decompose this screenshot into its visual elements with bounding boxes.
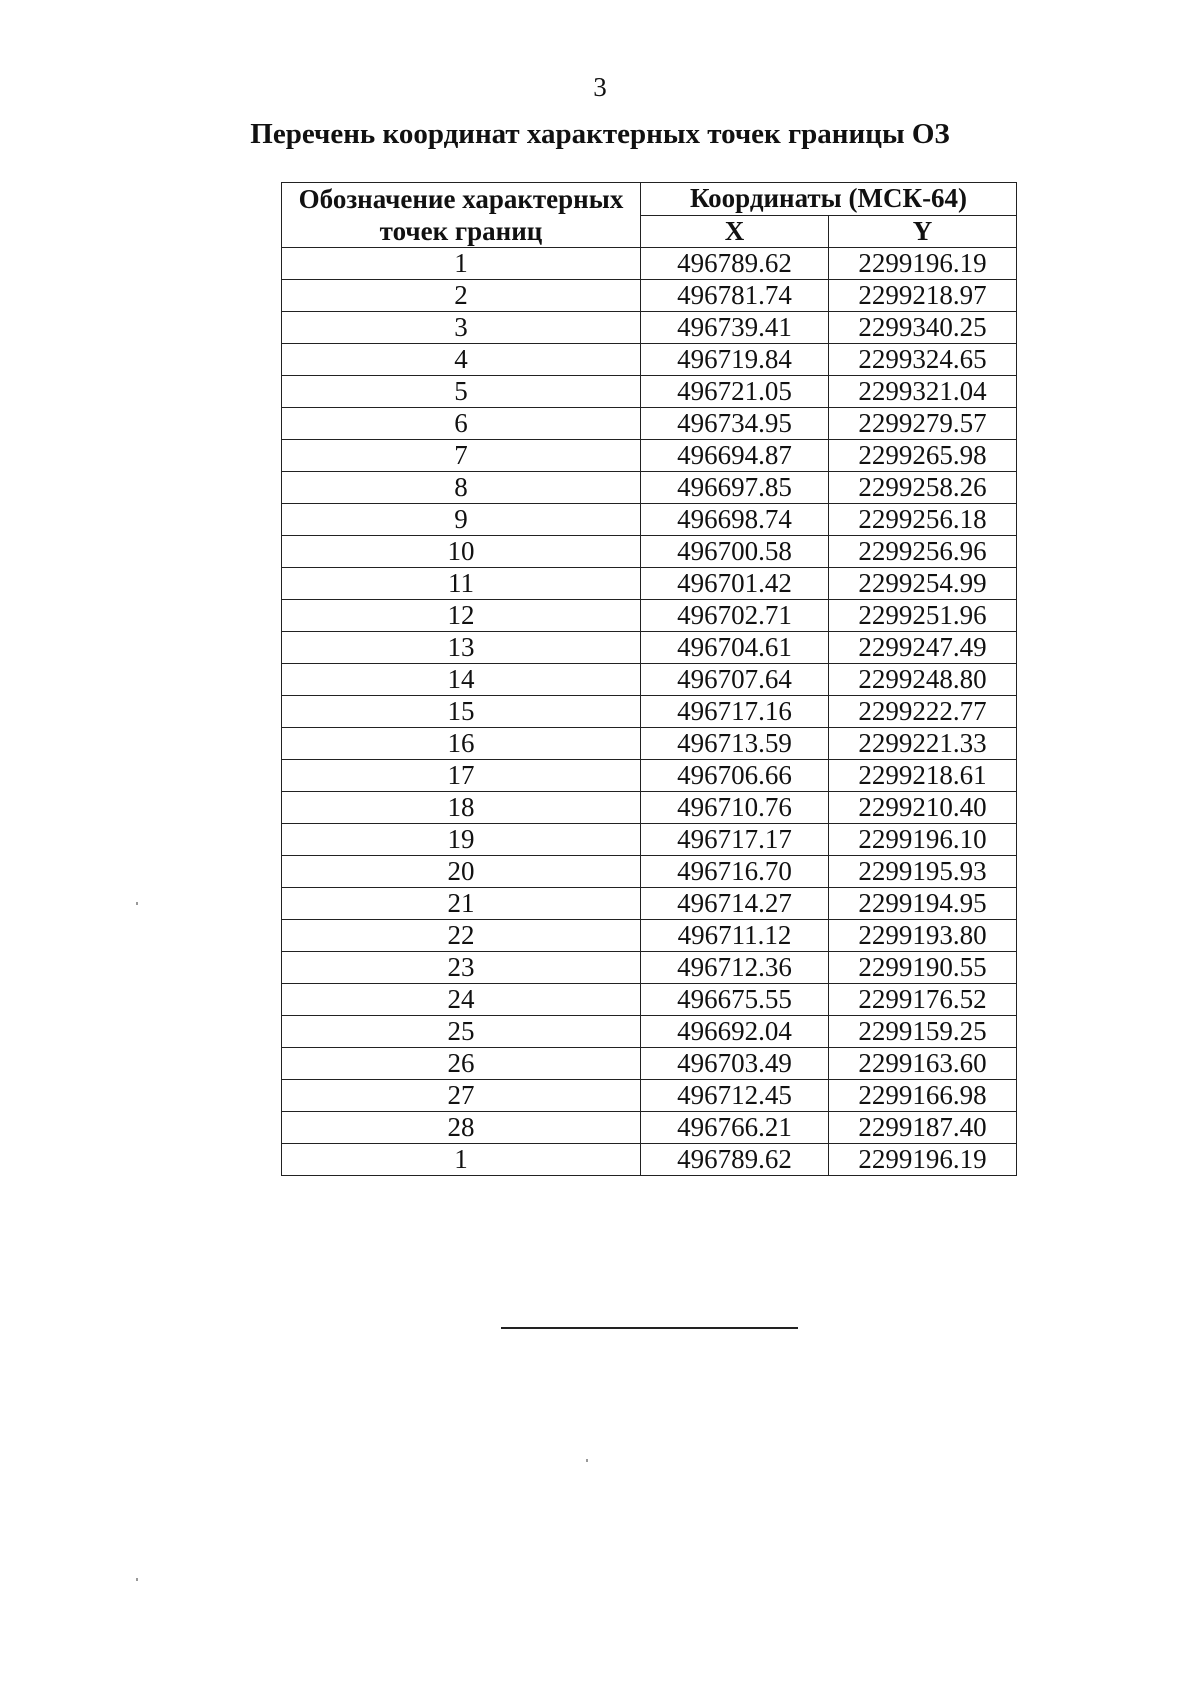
point-cell: 9 — [282, 504, 641, 536]
footer-divider — [501, 1327, 798, 1329]
y-cell: 2299159.25 — [829, 1016, 1017, 1048]
y-cell: 2299251.96 — [829, 600, 1017, 632]
table-row — [282, 984, 1017, 1016]
table-row — [282, 568, 1017, 600]
table-row — [282, 824, 1017, 856]
y-cell: 2299340.25 — [829, 312, 1017, 344]
point-cell: 21 — [282, 888, 641, 920]
table-row — [282, 600, 1017, 632]
scan-speck — [136, 902, 138, 905]
point-cell: 2 — [282, 280, 641, 312]
table-row — [282, 664, 1017, 696]
y-cell: 2299258.26 — [829, 472, 1017, 504]
table-row — [282, 1112, 1017, 1144]
y-cell: 2299265.98 — [829, 440, 1017, 472]
x-cell: 496716.70 — [641, 856, 829, 888]
y-cell: 2299196.10 — [829, 824, 1017, 856]
point-cell: 20 — [282, 856, 641, 888]
x-cell: 496698.74 — [641, 504, 829, 536]
point-cell: 13 — [282, 632, 641, 664]
table-row — [282, 280, 1017, 312]
point-cell: 4 — [282, 344, 641, 376]
table-row — [282, 248, 1017, 280]
x-cell: 496721.05 — [641, 376, 829, 408]
x-cell: 496697.85 — [641, 472, 829, 504]
x-cell: 496717.17 — [641, 824, 829, 856]
y-cell: 2299256.18 — [829, 504, 1017, 536]
header-y: Y — [829, 215, 1017, 248]
y-cell: 2299247.49 — [829, 632, 1017, 664]
table-row — [282, 792, 1017, 824]
x-cell: 496713.59 — [641, 728, 829, 760]
table-row — [282, 888, 1017, 920]
table-row — [282, 408, 1017, 440]
x-cell: 496712.45 — [641, 1080, 829, 1112]
y-cell: 2299187.40 — [829, 1112, 1017, 1144]
point-cell: 28 — [282, 1112, 641, 1144]
x-cell: 496739.41 — [641, 312, 829, 344]
x-cell: 496675.55 — [641, 984, 829, 1016]
header-coordinates: Координаты (МСК-64) — [641, 183, 1017, 216]
y-cell: 2299324.65 — [829, 344, 1017, 376]
point-cell: 6 — [282, 408, 641, 440]
header-x: X — [641, 215, 829, 248]
y-cell: 2299256.96 — [829, 536, 1017, 568]
x-cell: 496707.64 — [641, 664, 829, 696]
y-cell: 2299163.60 — [829, 1048, 1017, 1080]
x-cell: 496719.84 — [641, 344, 829, 376]
table-row — [282, 1144, 1017, 1176]
y-cell: 2299248.80 — [829, 664, 1017, 696]
y-cell: 2299210.40 — [829, 792, 1017, 824]
point-cell: 7 — [282, 440, 641, 472]
y-cell: 2299222.77 — [829, 696, 1017, 728]
table-row — [282, 344, 1017, 376]
header-point-designation: Обозначение характерных точек границ — [282, 183, 641, 248]
scan-speck — [136, 1578, 138, 1581]
point-cell: 1 — [282, 248, 641, 280]
scan-speck — [586, 1459, 588, 1462]
x-cell: 496789.62 — [641, 1144, 829, 1176]
x-cell: 496711.12 — [641, 920, 829, 952]
point-cell: 8 — [282, 472, 641, 504]
table-row — [282, 1048, 1017, 1080]
point-cell: 19 — [282, 824, 641, 856]
x-cell: 496714.27 — [641, 888, 829, 920]
point-cell: 5 — [282, 376, 641, 408]
table-row — [282, 920, 1017, 952]
y-cell: 2299221.33 — [829, 728, 1017, 760]
x-cell: 496766.21 — [641, 1112, 829, 1144]
y-cell: 2299321.04 — [829, 376, 1017, 408]
x-cell: 496781.74 — [641, 280, 829, 312]
y-cell: 2299176.52 — [829, 984, 1017, 1016]
y-cell: 2299218.97 — [829, 280, 1017, 312]
x-cell: 496789.62 — [641, 248, 829, 280]
table-row — [282, 952, 1017, 984]
table-row — [282, 504, 1017, 536]
x-cell: 496701.42 — [641, 568, 829, 600]
table-row — [282, 440, 1017, 472]
point-cell: 22 — [282, 920, 641, 952]
table-row — [282, 696, 1017, 728]
point-cell: 25 — [282, 1016, 641, 1048]
table-row — [282, 1080, 1017, 1112]
point-cell: 3 — [282, 312, 641, 344]
y-cell: 2299190.55 — [829, 952, 1017, 984]
x-cell: 496734.95 — [641, 408, 829, 440]
y-cell: 2299279.57 — [829, 408, 1017, 440]
table-body — [282, 248, 1017, 1176]
y-cell: 2299166.98 — [829, 1080, 1017, 1112]
y-cell: 2299195.93 — [829, 856, 1017, 888]
table-row — [282, 376, 1017, 408]
x-cell: 496704.61 — [641, 632, 829, 664]
y-cell: 2299218.61 — [829, 760, 1017, 792]
x-cell: 496710.76 — [641, 792, 829, 824]
point-cell: 23 — [282, 952, 641, 984]
point-cell: 15 — [282, 696, 641, 728]
y-cell: 2299193.80 — [829, 920, 1017, 952]
point-cell: 12 — [282, 600, 641, 632]
table-row — [282, 312, 1017, 344]
table-header — [282, 183, 1017, 248]
point-cell: 24 — [282, 984, 641, 1016]
y-cell: 2299194.95 — [829, 888, 1017, 920]
table-row — [282, 856, 1017, 888]
table-row — [282, 728, 1017, 760]
table-row — [282, 632, 1017, 664]
point-cell: 17 — [282, 760, 641, 792]
x-cell: 496700.58 — [641, 536, 829, 568]
x-cell: 496717.16 — [641, 696, 829, 728]
point-cell: 27 — [282, 1080, 641, 1112]
x-cell: 496712.36 — [641, 952, 829, 984]
point-cell: 1 — [282, 1144, 641, 1176]
point-cell: 11 — [282, 568, 641, 600]
x-cell: 496692.04 — [641, 1016, 829, 1048]
point-cell: 16 — [282, 728, 641, 760]
x-cell: 496703.49 — [641, 1048, 829, 1080]
x-cell: 496702.71 — [641, 600, 829, 632]
y-cell: 2299196.19 — [829, 248, 1017, 280]
table-row — [282, 1016, 1017, 1048]
point-cell: 26 — [282, 1048, 641, 1080]
coordinates-table — [281, 182, 1017, 1176]
point-cell: 10 — [282, 536, 641, 568]
document-title: Перечень координат характерных точек границы ОЗ — [250, 118, 950, 150]
x-cell: 496694.87 — [641, 440, 829, 472]
x-cell: 496706.66 — [641, 760, 829, 792]
table-row — [282, 760, 1017, 792]
point-cell: 14 — [282, 664, 641, 696]
table-row — [282, 536, 1017, 568]
point-cell: 18 — [282, 792, 641, 824]
y-cell: 2299196.19 — [829, 1144, 1017, 1176]
y-cell: 2299254.99 — [829, 568, 1017, 600]
table-row — [282, 472, 1017, 504]
page-number: 3 — [593, 72, 607, 102]
